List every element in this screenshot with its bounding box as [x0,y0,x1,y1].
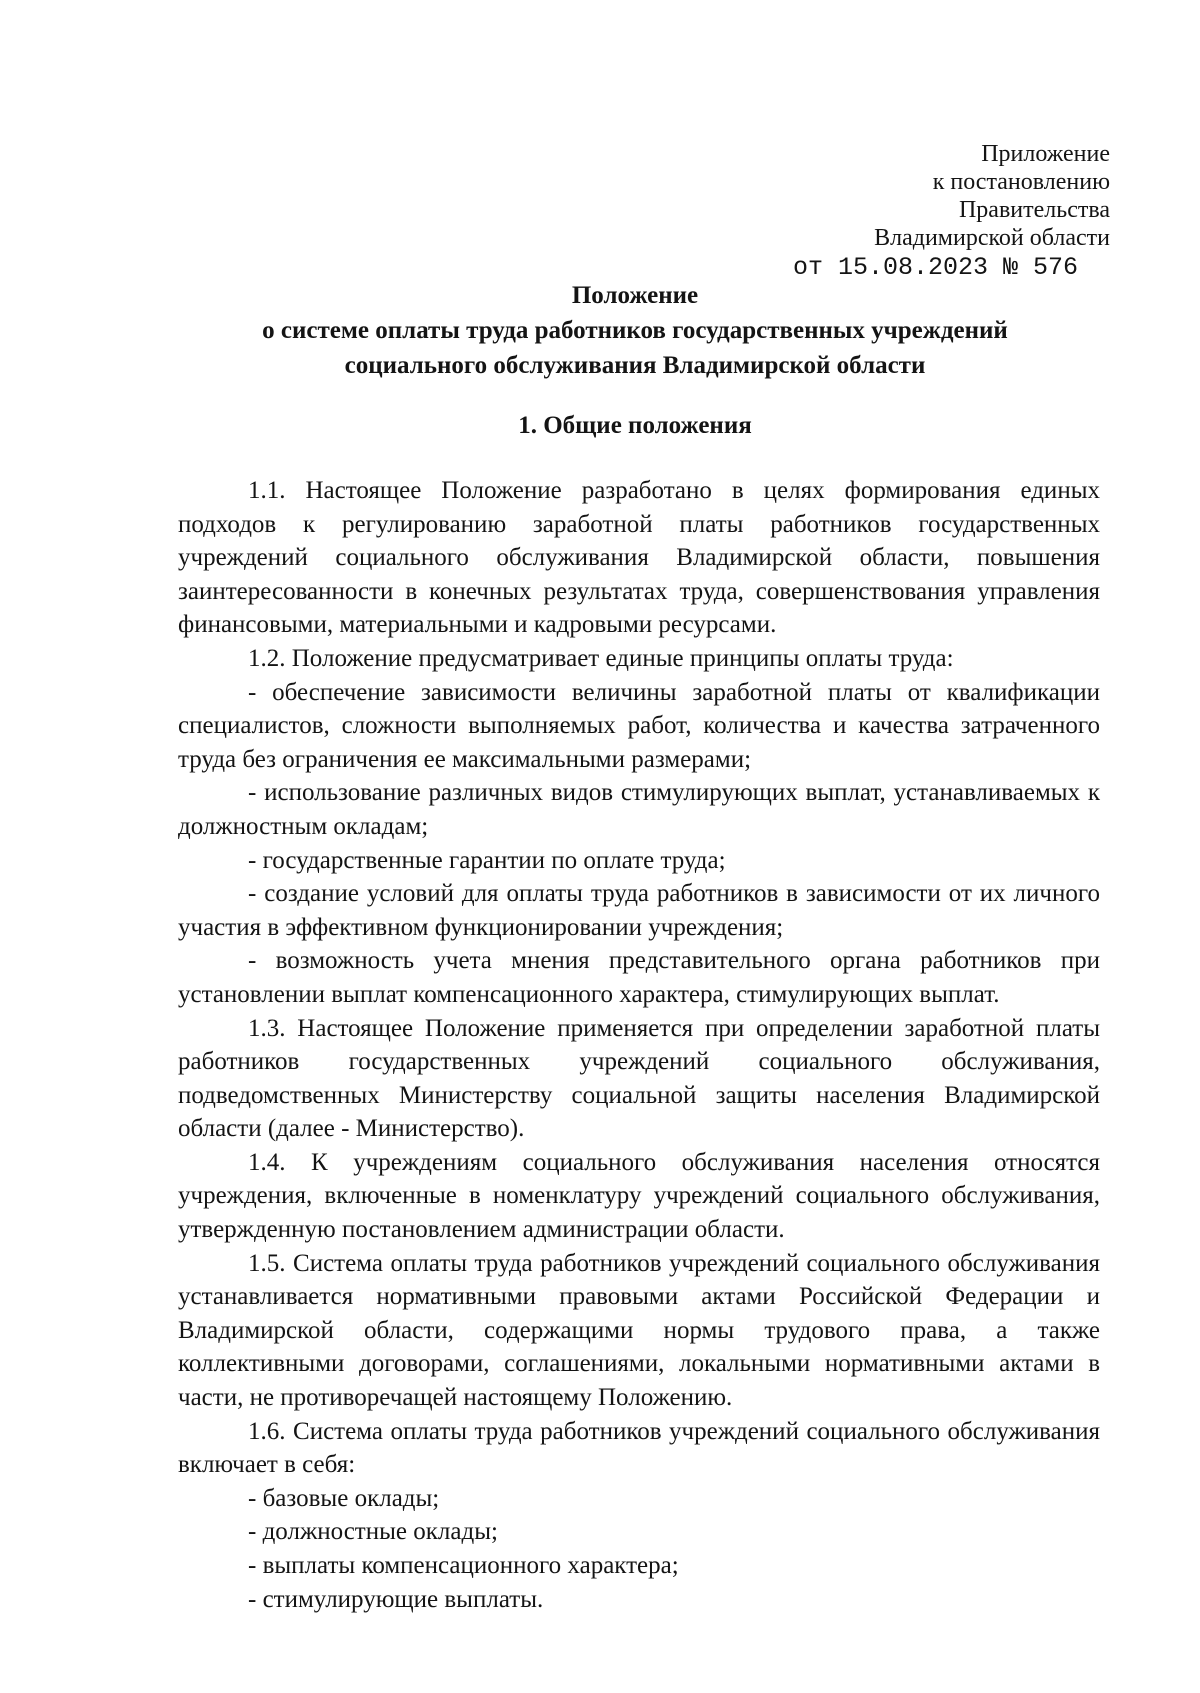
principle-item: - государственные гарантии по оплате труда; [248,846,726,874]
appendix-line: Правительства [958,197,1110,223]
document-body [178,474,1100,1616]
paragraph-1-3: 1.3. Настоящее Положение применяется при определении заработной платы работников государственных учреждений социального обслуживания, подведомственных Министерству социальной защиты населения Владимирской области (далее - Министерство). [178,1014,1100,1143]
paragraph-1-2: 1.2. Положение предусматривает единые принципы оплаты труда: [248,644,954,672]
paragraph-1-4: 1.4. К учреждениям социального обслуживания населения относятся учреждения, включенные в номенклатуру учреждений социального обслуживания, утвержденную постановлением администрации области. [178,1148,1100,1244]
paragraph-1-5: 1.5. Система оплаты труда работников учреждений социального обслуживания устанавливается нормативными правовыми актами Российской Федерации и Владимирской области, содержащими нормы трудового права, а также коллективными договорами, соглашениями, локальными нормативными актами в части, не противоречащей настоящему Положению. [178,1249,1100,1412]
component-item: - базовые оклады; [248,1484,440,1512]
appendix-line: Приложение [981,141,1110,167]
component-item: - выплаты компенсационного характера; [248,1552,679,1579]
appendix-line: Владимирской области [874,225,1110,251]
section-heading: 1. Общие положения [518,412,752,439]
component-item: - стимулирующие выплаты. [248,1585,544,1613]
principle-item: - использование различных видов стимулирующих выплат, устанавливаемых к должностным окладам; [178,779,1100,840]
document-title [170,278,1100,383]
principle-item: - возможность учета мнения представительного органа работников при установлении выплат компенсационного характера, стимулирующих выплат. [178,947,1100,1008]
appendix-block [793,140,1110,284]
title-line: о системе оплаты труда работников государственных учреждений [262,317,1008,344]
date-number-stamp: от 15.08.2023 № 576 [792,253,1078,282]
component-item: - должностные оклады; [248,1518,498,1546]
paragraph-1-1: 1.1. Настоящее Положение разработано в целях формирования единых подходов к регулированию заработной платы работников государственных учреждений социального обслуживания Владимирской области, повышения заинтересованности в конечных результатах труда, совершенствования управления финансовыми, материальными и кадровыми ресурсами. [178,477,1100,639]
paragraph-1-6: 1.6. Система оплаты труда работников учреждений социального обслуживания включает в себя: [178,1417,1100,1479]
principle-item: - создание условий для оплаты труда работников в зависимости от их личного участия в эффективном функционировании учреждения; [178,880,1100,941]
title-line: Положение [571,282,699,309]
appendix-line: к постановлению [932,169,1110,195]
title-line: социального обслуживания Владимирской области [344,352,926,379]
principle-item: - обеспечение зависимости величины заработной платы от квалификации специалистов, сложности выполняемых работ, количества и качества затраченного труда без ограничения ее максимальными размерами; [178,678,1100,773]
